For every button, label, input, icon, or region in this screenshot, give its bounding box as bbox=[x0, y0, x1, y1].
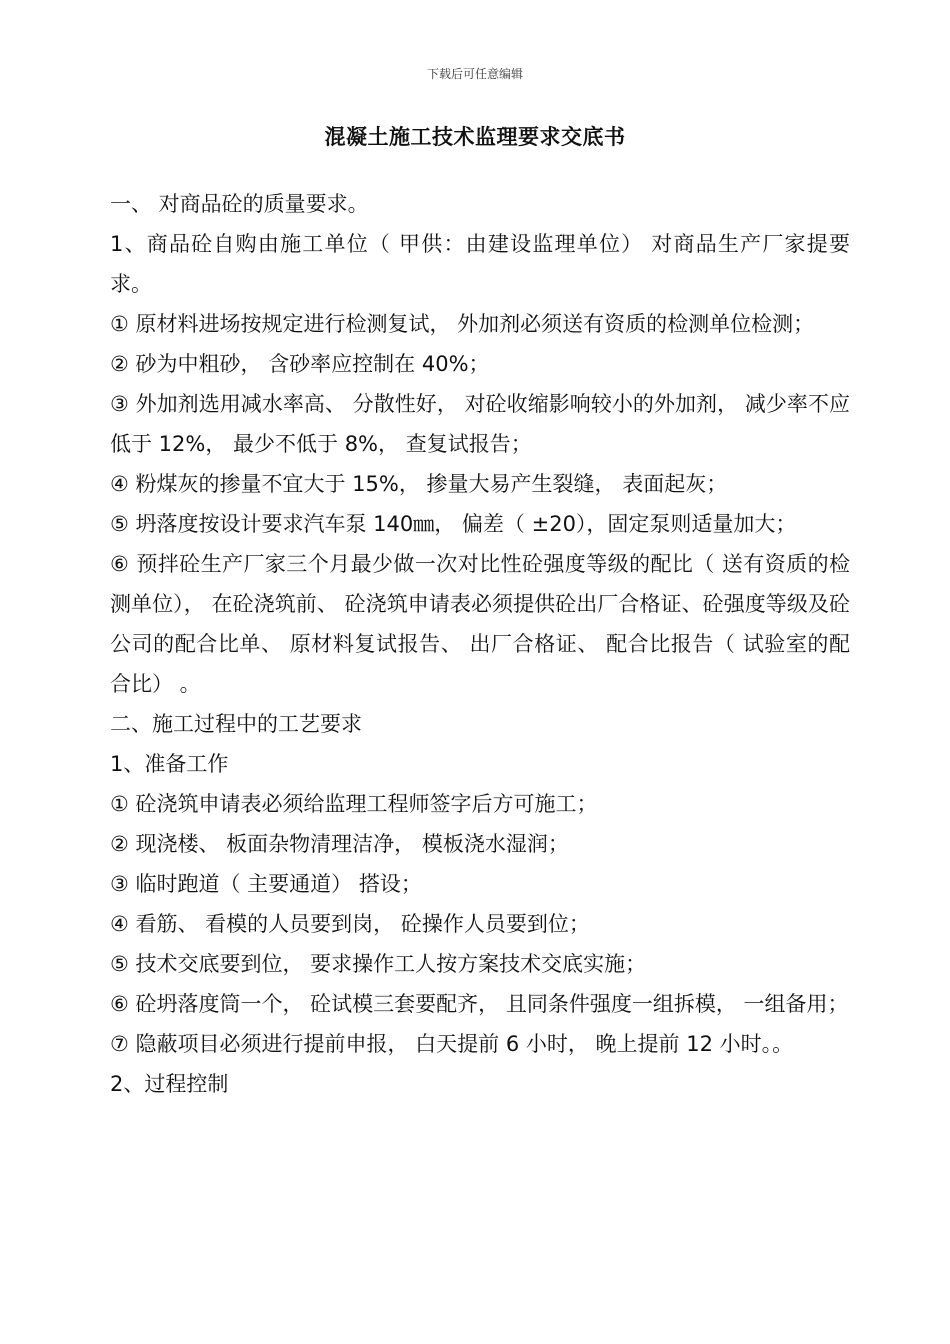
list-item: ① 原材料进场按规定进行检测复试， 外加剂必须送有资质的检测单位检测； bbox=[110, 312, 815, 336]
list-item: ⑥ 砼坍落度筒一个， 砼试模三套要配齐， 且同条件强度一组拆模， 一组备用； bbox=[110, 992, 849, 1016]
header-note: 下载后可任意编辑 bbox=[426, 67, 523, 81]
list-item: ② 砂为中粗砂， 含砂率应控制在 40%； bbox=[110, 352, 490, 376]
list-item: ⑥ 预拌砼生产厂家三个月最少做一次对比性砼强度等级的配比（ 送有资质的检测单位）， 在砼浇筑前、 砼浇筑申请表必须提供砼出厂合格证、砼强度等级及砼公司的配合比单、 原材料复试报告、 出厂合格证、 配合比报告（ 试验室的配合比） 。 bbox=[110, 552, 850, 696]
document-body bbox=[110, 184, 850, 1104]
list-item: ② 现浇楼、 板面杂物清理洁净， 模板浇水湿润； bbox=[110, 832, 569, 856]
section-heading-2: 二、施工过程中的工艺要求 bbox=[110, 712, 362, 736]
list-item: ④ 看筋、 看模的人员要到岗， 砼操作人员要到位； bbox=[110, 912, 590, 936]
list-item: ⑤ 坍落度按设计要求汽车泵 140㎜， 偏差（ ±20），固定泵则适量加大； bbox=[110, 512, 797, 536]
subsection-heading: 1、准备工作 bbox=[110, 752, 229, 776]
list-item: ① 砼浇筑申请表必须给监理工程师签字后方可施工； bbox=[110, 792, 598, 816]
subsection-heading: 2、过程控制 bbox=[110, 1072, 229, 1096]
section-heading-1: 一、 对商品砼的质量要求。 bbox=[110, 192, 369, 216]
list-item: ③ 临时跑道（ 主要通道） 搭设； bbox=[110, 872, 422, 896]
list-item: ⑤ 技术交底要到位， 要求操作工人按方案技术交底实施； bbox=[110, 952, 647, 976]
document-title: 混凝土施工技术监理要求交底书 bbox=[324, 125, 626, 149]
list-item: ④ 粉煤灰的掺量不宜大于 15%， 掺量大易产生裂缝， 表面起灰； bbox=[110, 472, 728, 496]
paragraph: 1、商品砼自购由施工单位（ 甲供：由建设监理单位） 对商品生产厂家提要求。 bbox=[110, 232, 850, 296]
list-item: ⑦ 隐蔽项目必须进行提前申报， 白天提前 6 小时， 晚上提前 12 小时。。 bbox=[110, 1032, 794, 1056]
list-item: ③ 外加剂选用减水率高、 分散性好， 对砼收缩影响较小的外加剂， 减少率不应低于 12%， 最少不低于 8%， 查复试报告； bbox=[110, 392, 850, 456]
